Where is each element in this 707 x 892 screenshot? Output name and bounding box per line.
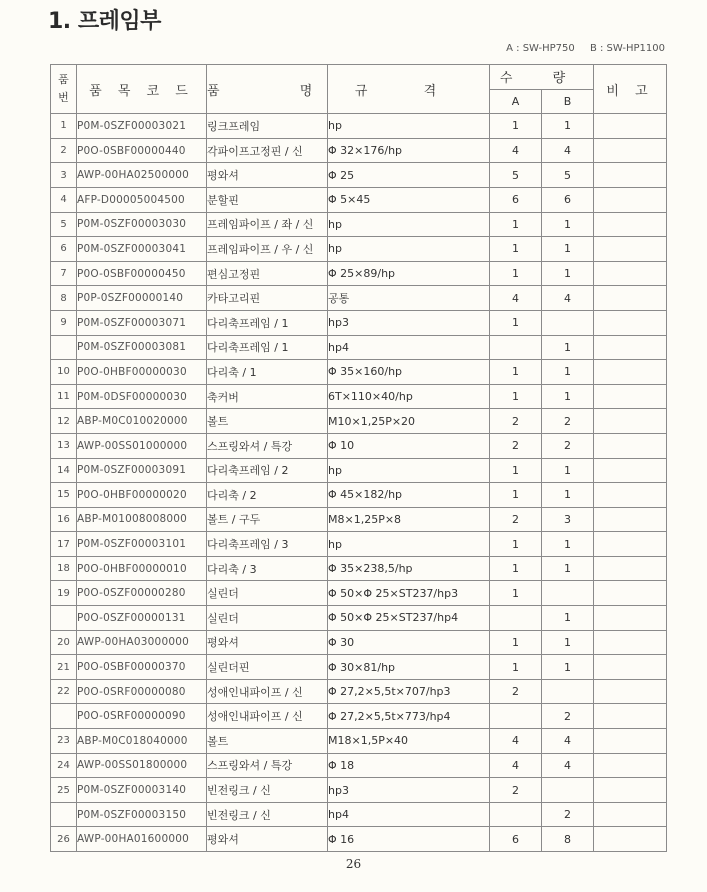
- cell-code: P0M-0SZF00003021: [77, 114, 207, 139]
- cell-a: 1: [490, 581, 542, 606]
- table-row: [51, 581, 667, 606]
- cell-b: 4: [542, 729, 594, 754]
- cell-code: AWP-00HA03000000: [77, 630, 207, 655]
- model-legend: [506, 43, 665, 54]
- cell-no: 6: [51, 237, 77, 262]
- cell-code: P0O-0SBF00000440: [77, 138, 207, 163]
- cell-spec: Φ 18: [328, 753, 490, 778]
- cell-code: P0O-0SBF00000450: [77, 261, 207, 286]
- cell-name: 분할핀: [207, 187, 328, 212]
- table-row: [51, 704, 667, 729]
- table-row: [51, 606, 667, 631]
- cell-name: 볼트 / 구두: [207, 507, 328, 532]
- cell-remark: [594, 212, 667, 237]
- page-number: 26: [345, 857, 362, 871]
- cell-b: 2: [542, 433, 594, 458]
- cell-name: 스프링와셔 / 특강: [207, 753, 328, 778]
- cell-code: AWP-00SS01800000: [77, 753, 207, 778]
- table-row: [51, 187, 667, 212]
- table-row: [51, 114, 667, 139]
- cell-a: [490, 335, 542, 360]
- cell-no: 25: [51, 778, 77, 803]
- cell-spec: Φ 25: [328, 163, 490, 188]
- cell-a: 5: [490, 163, 542, 188]
- cell-name: 다리축 / 3: [207, 556, 328, 581]
- cell-b: 4: [542, 286, 594, 311]
- cell-code: AWP-00HA02500000: [77, 163, 207, 188]
- cell-name: 볼트: [207, 729, 328, 754]
- table-row: [51, 138, 667, 163]
- table-row: [51, 335, 667, 360]
- cell-b: 4: [542, 138, 594, 163]
- cell-no: 5: [51, 212, 77, 237]
- table-row: [51, 409, 667, 434]
- table-row: [51, 802, 667, 827]
- cell-no: 13: [51, 433, 77, 458]
- cell-remark: [594, 409, 667, 434]
- cell-no: [51, 802, 77, 827]
- cell-spec: hp: [328, 114, 490, 139]
- legend-b: B : SW-HP1100: [589, 43, 665, 54]
- cell-a: 4: [490, 286, 542, 311]
- cell-a: 1: [490, 360, 542, 385]
- cell-no: 12: [51, 409, 77, 434]
- cell-a: 4: [490, 729, 542, 754]
- table-row: [51, 507, 667, 532]
- parts-table: [50, 64, 667, 852]
- cell-name: 편심고정핀: [207, 261, 328, 286]
- cell-remark: [594, 655, 667, 680]
- cell-spec: hp3: [328, 778, 490, 803]
- cell-spec: Φ 25×89/hp: [328, 261, 490, 286]
- cell-no: 11: [51, 384, 77, 409]
- cell-name: 다리축 / 1: [207, 360, 328, 385]
- cell-a: 1: [490, 310, 542, 335]
- cell-code: AWP-00HA01600000: [77, 827, 207, 852]
- cell-name: 평와셔: [207, 163, 328, 188]
- cell-a: 1: [490, 532, 542, 557]
- cell-spec: Φ 16: [328, 827, 490, 852]
- cell-no: 10: [51, 360, 77, 385]
- cell-no: [51, 704, 77, 729]
- cell-a: 1: [490, 630, 542, 655]
- cell-no: 1: [51, 114, 77, 139]
- cell-remark: [594, 630, 667, 655]
- cell-name: 성애인내파이프 / 신: [207, 679, 328, 704]
- cell-no: 16: [51, 507, 77, 532]
- cell-no: [51, 606, 77, 631]
- table-row: [51, 483, 667, 508]
- cell-remark: [594, 581, 667, 606]
- cell-spec: Φ 50×Φ 25×ST237/hp4: [328, 606, 490, 631]
- cell-a: [490, 606, 542, 631]
- table-row: [51, 163, 667, 188]
- cell-name: 실린더: [207, 606, 328, 631]
- cell-b: 1: [542, 237, 594, 262]
- cell-code: P0M-0SZF00003041: [77, 237, 207, 262]
- cell-code: P0M-0SZF00003071: [77, 310, 207, 335]
- cell-spec: M8×1,25P×8: [328, 507, 490, 532]
- cell-a: 2: [490, 409, 542, 434]
- legend-a: A : SW-HP750: [506, 43, 575, 54]
- cell-no: 18: [51, 556, 77, 581]
- cell-spec: hp: [328, 532, 490, 557]
- cell-spec: hp: [328, 458, 490, 483]
- cell-name: 스프링와셔 / 특강: [207, 433, 328, 458]
- cell-no: 2: [51, 138, 77, 163]
- cell-b: 1: [542, 556, 594, 581]
- cell-name: 카타고리핀: [207, 286, 328, 311]
- cell-remark: [594, 532, 667, 557]
- cell-b: [542, 778, 594, 803]
- cell-code: AWP-00SS01000000: [77, 433, 207, 458]
- cell-a: 1: [490, 384, 542, 409]
- cell-remark: [594, 335, 667, 360]
- cell-a: 1: [490, 237, 542, 262]
- cell-code: P0O-0HBF00000010: [77, 556, 207, 581]
- cell-code: P0M-0SZF00003081: [77, 335, 207, 360]
- cell-no: 23: [51, 729, 77, 754]
- cell-spec: Φ 30×81/hp: [328, 655, 490, 680]
- cell-code: P0O-0SBF00000370: [77, 655, 207, 680]
- cell-spec: Φ 45×182/hp: [328, 483, 490, 508]
- cell-name: 다리축프레임 / 1: [207, 335, 328, 360]
- cell-name: 실린더: [207, 581, 328, 606]
- header-b: B: [542, 89, 594, 114]
- cell-b: [542, 581, 594, 606]
- cell-remark: [594, 237, 667, 262]
- cell-b: 1: [542, 606, 594, 631]
- cell-remark: [594, 729, 667, 754]
- table-row: [51, 458, 667, 483]
- cell-spec: Φ 27,2×5,5t×707/hp3: [328, 679, 490, 704]
- cell-b: [542, 310, 594, 335]
- cell-code: P0O-0HBF00000030: [77, 360, 207, 385]
- cell-no: 15: [51, 483, 77, 508]
- cell-spec: Φ 10: [328, 433, 490, 458]
- cell-spec: 6T×110×40/hp: [328, 384, 490, 409]
- table-row: [51, 556, 667, 581]
- cell-no: 3: [51, 163, 77, 188]
- cell-spec: hp: [328, 237, 490, 262]
- table-row: [51, 655, 667, 680]
- cell-remark: [594, 433, 667, 458]
- cell-no: 4: [51, 187, 77, 212]
- cell-b: 1: [542, 458, 594, 483]
- cell-remark: [594, 163, 667, 188]
- cell-remark: [594, 507, 667, 532]
- cell-name: 축커버: [207, 384, 328, 409]
- cell-a: 2: [490, 507, 542, 532]
- cell-b: 4: [542, 753, 594, 778]
- cell-no: 22: [51, 679, 77, 704]
- cell-b: [542, 679, 594, 704]
- cell-b: 1: [542, 384, 594, 409]
- table-row: [51, 212, 667, 237]
- cell-name: 평와셔: [207, 630, 328, 655]
- cell-code: P0P-0SZF00000140: [77, 286, 207, 311]
- cell-code: P0M-0DSF00000030: [77, 384, 207, 409]
- cell-a: 1: [490, 458, 542, 483]
- cell-code: P0M-0SZF00003101: [77, 532, 207, 557]
- page-title: 1. 프레임부: [48, 9, 161, 34]
- cell-remark: [594, 360, 667, 385]
- cell-b: 1: [542, 335, 594, 360]
- cell-remark: [594, 458, 667, 483]
- cell-no: 21: [51, 655, 77, 680]
- cell-no: 20: [51, 630, 77, 655]
- cell-name: 각파이프고정핀 / 신: [207, 138, 328, 163]
- cell-name: 다리축프레임 / 2: [207, 458, 328, 483]
- cell-a: 6: [490, 827, 542, 852]
- cell-remark: [594, 286, 667, 311]
- cell-spec: hp4: [328, 802, 490, 827]
- cell-remark: [594, 114, 667, 139]
- cell-a: 4: [490, 138, 542, 163]
- cell-no: 24: [51, 753, 77, 778]
- cell-no: 17: [51, 532, 77, 557]
- cell-spec: hp4: [328, 335, 490, 360]
- cell-code: ABP-M0C018040000: [77, 729, 207, 754]
- cell-a: 1: [490, 556, 542, 581]
- header-spec: 규 격: [328, 65, 490, 114]
- cell-spec: Φ 30: [328, 630, 490, 655]
- table-row: [51, 237, 667, 262]
- cell-spec: Φ 27,2×5,5t×773/hp4: [328, 704, 490, 729]
- cell-remark: [594, 138, 667, 163]
- cell-b: 3: [542, 507, 594, 532]
- header-a: A: [490, 89, 542, 114]
- cell-code: P0M-0SZF00003091: [77, 458, 207, 483]
- cell-spec: Φ 35×160/hp: [328, 360, 490, 385]
- cell-code: P0O-0SZF00000280: [77, 581, 207, 606]
- cell-remark: [594, 606, 667, 631]
- cell-a: 1: [490, 261, 542, 286]
- cell-a: 2: [490, 778, 542, 803]
- cell-a: 4: [490, 753, 542, 778]
- cell-spec: Φ 5×45: [328, 187, 490, 212]
- cell-b: 1: [542, 655, 594, 680]
- header-code: 품 목 코 드: [77, 65, 207, 114]
- cell-spec: 공통: [328, 286, 490, 311]
- table-row: [51, 286, 667, 311]
- cell-a: 2: [490, 433, 542, 458]
- cell-remark: [594, 556, 667, 581]
- cell-no: 26: [51, 827, 77, 852]
- cell-a: [490, 802, 542, 827]
- cell-name: 프레임파이프 / 좌 / 신: [207, 212, 328, 237]
- table-row: [51, 729, 667, 754]
- table-row: [51, 753, 667, 778]
- cell-name: 빈전링크 / 신: [207, 778, 328, 803]
- cell-code: ABP-M0C010020000: [77, 409, 207, 434]
- cell-spec: Φ 35×238,5/hp: [328, 556, 490, 581]
- table-row: [51, 679, 667, 704]
- cell-b: 6: [542, 187, 594, 212]
- cell-b: 5: [542, 163, 594, 188]
- cell-spec: Φ 50×Φ 25×ST237/hp3: [328, 581, 490, 606]
- cell-code: P0M-0SZF00003150: [77, 802, 207, 827]
- cell-remark: [594, 261, 667, 286]
- cell-name: 실린더핀: [207, 655, 328, 680]
- cell-remark: [594, 483, 667, 508]
- table-row: [51, 532, 667, 557]
- cell-code: P0O-0SRF00000090: [77, 704, 207, 729]
- cell-name: 볼트: [207, 409, 328, 434]
- header-qty: 수 량: [490, 65, 594, 90]
- cell-b: 1: [542, 483, 594, 508]
- header-remark: 비 고: [594, 65, 667, 114]
- cell-no: [51, 335, 77, 360]
- cell-name: 평와셔: [207, 827, 328, 852]
- cell-remark: [594, 704, 667, 729]
- cell-remark: [594, 753, 667, 778]
- cell-b: 2: [542, 409, 594, 434]
- table-row: [51, 433, 667, 458]
- cell-b: 1: [542, 360, 594, 385]
- cell-name: 다리축 / 2: [207, 483, 328, 508]
- cell-a: 1: [490, 655, 542, 680]
- cell-code: P0O-0SZF00000131: [77, 606, 207, 631]
- cell-b: 1: [542, 532, 594, 557]
- table-row: [51, 630, 667, 655]
- cell-b: 2: [542, 704, 594, 729]
- cell-b: 1: [542, 114, 594, 139]
- header-no: 품번: [51, 65, 77, 114]
- cell-remark: [594, 802, 667, 827]
- cell-name: 빈전링크 / 신: [207, 802, 328, 827]
- cell-no: 7: [51, 261, 77, 286]
- cell-spec: M10×1,25P×20: [328, 409, 490, 434]
- cell-a: 1: [490, 212, 542, 237]
- cell-a: 6: [490, 187, 542, 212]
- cell-spec: hp3: [328, 310, 490, 335]
- cell-spec: M18×1,5P×40: [328, 729, 490, 754]
- cell-name: 다리축프레임 / 3: [207, 532, 328, 557]
- cell-a: 1: [490, 114, 542, 139]
- cell-code: ABP-M01008008000: [77, 507, 207, 532]
- cell-b: 1: [542, 261, 594, 286]
- cell-code: P0O-0HBF00000020: [77, 483, 207, 508]
- cell-no: 9: [51, 310, 77, 335]
- cell-spec: hp: [328, 212, 490, 237]
- cell-no: 19: [51, 581, 77, 606]
- table-row: [51, 827, 667, 852]
- header-name: 품 명: [207, 65, 328, 114]
- cell-remark: [594, 384, 667, 409]
- table-row: [51, 360, 667, 385]
- table-row: [51, 778, 667, 803]
- cell-no: 8: [51, 286, 77, 311]
- cell-code: AFP-D00005004500: [77, 187, 207, 212]
- cell-name: 링크프레임: [207, 114, 328, 139]
- cell-code: P0M-0SZF00003140: [77, 778, 207, 803]
- cell-b: 1: [542, 630, 594, 655]
- cell-name: 성애인내파이프 / 신: [207, 704, 328, 729]
- cell-b: 8: [542, 827, 594, 852]
- cell-a: 1: [490, 483, 542, 508]
- cell-b: 2: [542, 802, 594, 827]
- cell-remark: [594, 187, 667, 212]
- cell-name: 다리축프레임 / 1: [207, 310, 328, 335]
- table-row: [51, 310, 667, 335]
- cell-a: 2: [490, 679, 542, 704]
- cell-no: 14: [51, 458, 77, 483]
- cell-remark: [594, 827, 667, 852]
- cell-code: P0M-0SZF00003030: [77, 212, 207, 237]
- cell-spec: Φ 32×176/hp: [328, 138, 490, 163]
- cell-b: 1: [542, 212, 594, 237]
- cell-a: [490, 704, 542, 729]
- table-row: [51, 384, 667, 409]
- table-row: [51, 261, 667, 286]
- cell-remark: [594, 778, 667, 803]
- cell-remark: [594, 310, 667, 335]
- cell-code: P0O-0SRF00000080: [77, 679, 207, 704]
- cell-remark: [594, 679, 667, 704]
- cell-name: 프레임파이프 / 우 / 신: [207, 237, 328, 262]
